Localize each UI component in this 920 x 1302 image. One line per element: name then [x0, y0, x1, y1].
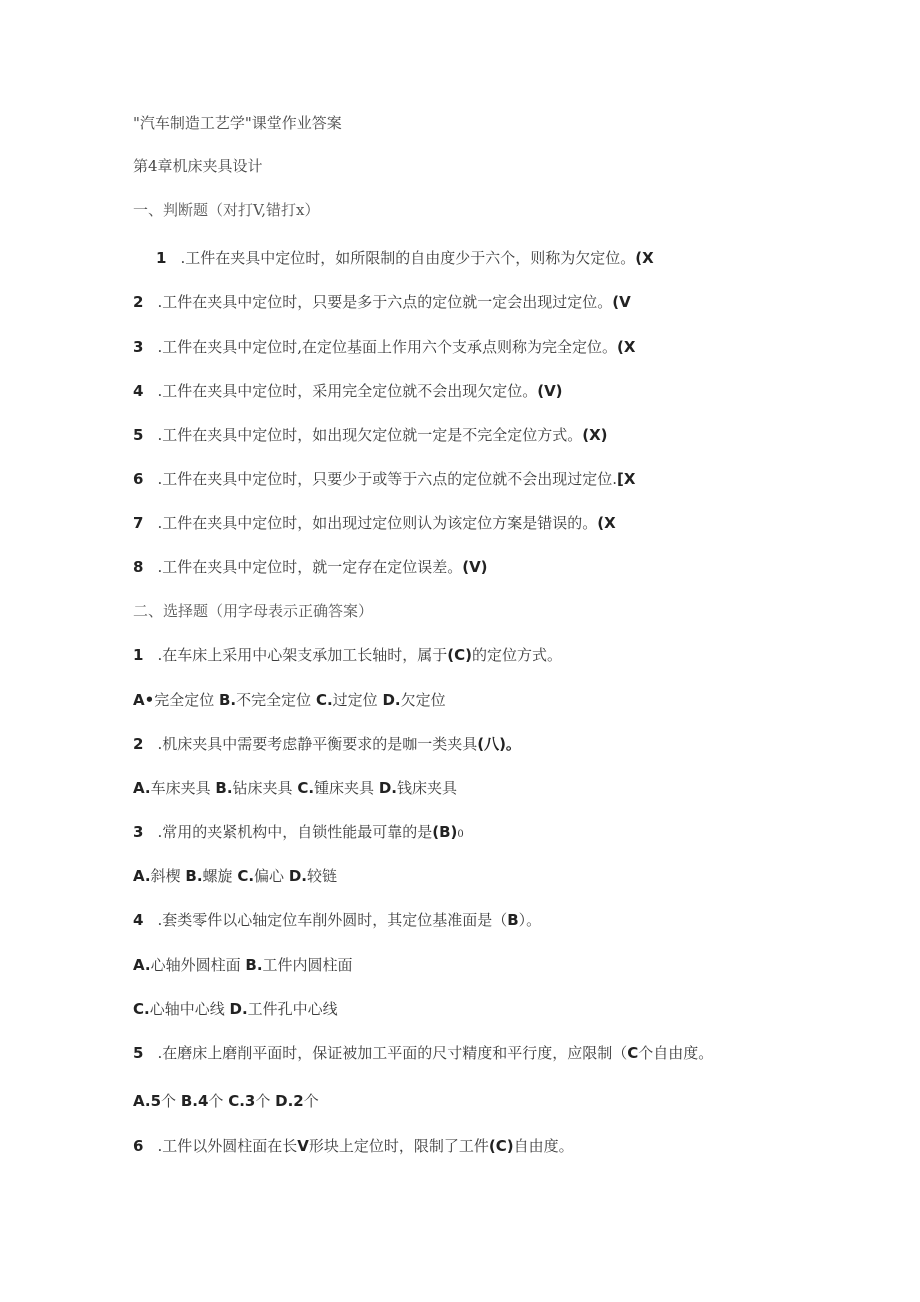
- option-key: D.: [229, 1000, 248, 1018]
- option-text: 锺床夹具: [314, 779, 375, 797]
- question-text: .机床夹具中需要考虑静平衡要求的是咖一类夹具: [157, 735, 478, 753]
- option-text: 工件孔中心线: [247, 1000, 338, 1018]
- document-title: "汽车制造工艺学"课堂作业答案: [133, 114, 342, 132]
- tf-question-4: [133, 381, 563, 401]
- option-text: 钻床夹具: [232, 779, 293, 797]
- option-text: 工件内圆柱面: [262, 956, 353, 974]
- option-text: 个: [303, 1092, 319, 1110]
- question-number: 6: [133, 1137, 144, 1155]
- question-number: 5: [133, 426, 144, 444]
- tf-question-3: [133, 337, 635, 357]
- mc-options-2: [133, 778, 457, 798]
- question-text: .工件在夹具中定位时,在定位基面上作用六个支承点则称为完全定位。: [157, 338, 617, 356]
- mc-question-1: [133, 645, 562, 665]
- question-text-2: 形块上定位时，限制了工件: [308, 1137, 489, 1155]
- question-text: .工件在夹具中定位时，如出现欠定位就一定是不完全定位方式。: [157, 426, 583, 444]
- question-text: .常用的夹紧机构中，自锁性能最可靠的是: [157, 823, 433, 841]
- tf-question-1: [156, 248, 654, 268]
- option-text: 车床夹具: [150, 779, 211, 797]
- mc-question-5: [133, 1043, 713, 1063]
- question-number: 3: [133, 338, 144, 356]
- mc-options-1: [133, 690, 446, 710]
- question-text: .工件在夹具中定位时，只要少于或等于六点的定位就不会出现过定位.: [157, 470, 617, 488]
- option-text: 螺旋: [202, 867, 233, 885]
- question-number: 2: [133, 293, 144, 311]
- answer: (V): [462, 558, 488, 576]
- mc-question-6: [133, 1136, 574, 1156]
- question-number: 8: [133, 558, 144, 576]
- bold-letter: V: [297, 1137, 309, 1155]
- question-text: .工件以外圆柱面在长: [157, 1137, 298, 1155]
- option-key: C.: [237, 867, 255, 885]
- answer: (C): [488, 1137, 514, 1155]
- question-number: 6: [133, 470, 144, 488]
- question-tail: 0: [457, 829, 464, 840]
- mc-options-3: [133, 866, 337, 886]
- option-key: B.4: [180, 1092, 209, 1110]
- option-key: A.: [133, 956, 151, 974]
- option-key: D.: [378, 779, 397, 797]
- option-text: 不完全定位: [236, 691, 312, 709]
- option-text: 个: [255, 1092, 271, 1110]
- option-key: C.: [315, 691, 333, 709]
- mc-options-5: [133, 1091, 319, 1111]
- tf-question-8: [133, 557, 488, 577]
- question-text: .工件在夹具中定位时，就一定存在定位误差。: [157, 558, 463, 576]
- answer: [X: [616, 470, 636, 488]
- option-text: 个: [208, 1092, 224, 1110]
- section-heading-multiple-choice: 二、选择题（用字母表示正确答案）: [133, 602, 374, 620]
- mc-options-4a: [133, 955, 353, 975]
- tf-question-6: [133, 469, 635, 489]
- answer: (V): [537, 382, 563, 400]
- question-tail: ）。: [518, 911, 542, 929]
- option-key: A.: [133, 867, 151, 885]
- mc-question-3: [133, 822, 464, 845]
- question-text: .在车床上采用中心架支承加工长轴时，属于: [157, 646, 448, 664]
- option-key: A.: [133, 779, 151, 797]
- mc-question-2: [133, 734, 521, 754]
- question-number: 7: [133, 514, 144, 532]
- option-key: B.: [245, 956, 263, 974]
- answer: (C): [447, 646, 472, 664]
- question-tail: 自由度。: [513, 1137, 574, 1155]
- question-number: 1: [133, 646, 144, 664]
- option-text: 个: [161, 1092, 177, 1110]
- option-key: D.: [288, 867, 307, 885]
- option-text: 较链: [307, 867, 338, 885]
- answer: (X: [597, 514, 616, 532]
- mc-options-4b: [133, 999, 338, 1019]
- option-text: 钱床夹具: [397, 779, 458, 797]
- option-key: A.5: [133, 1092, 162, 1110]
- option-key: B.: [219, 691, 237, 709]
- option-text: 欠定位: [400, 691, 446, 709]
- question-number: 1: [156, 249, 167, 267]
- question-text: .工件在夹具中定位时，如出现过定位则认为该定位方案是错误的。: [157, 514, 598, 532]
- tf-question-2: [133, 292, 631, 312]
- answer: (X): [582, 426, 608, 444]
- option-key: D.: [382, 691, 401, 709]
- question-tail: 个自由度。: [638, 1044, 714, 1062]
- question-number: 4: [133, 911, 144, 929]
- option-key: A•: [133, 691, 155, 709]
- question-text: .工件在夹具中定位时，只要是多于六点的定位就一定会出现过定位。: [157, 293, 613, 311]
- question-text: .在磨床上磨削平面时，保证被加工平面的尺寸精度和平行度，应限制（: [157, 1044, 628, 1062]
- question-text: .套类零件以心轴定位车削外圆时，其定位基准面是（: [157, 911, 508, 929]
- option-key: B.: [215, 779, 233, 797]
- answer: C: [627, 1044, 639, 1062]
- option-text: 心轴中心线: [149, 1000, 225, 1018]
- answer: (V: [612, 293, 631, 311]
- answer: (X: [635, 249, 654, 267]
- option-text: 完全定位: [154, 691, 215, 709]
- answer: B: [507, 911, 519, 929]
- option-key: C.3: [228, 1092, 256, 1110]
- option-key: D.2: [275, 1092, 304, 1110]
- option-text: 过定位: [332, 691, 378, 709]
- option-key: C.: [133, 1000, 150, 1018]
- answer: (B): [432, 823, 458, 841]
- question-number: 4: [133, 382, 144, 400]
- option-text: 心轴外圆柱面: [150, 956, 241, 974]
- option-key: C.: [297, 779, 315, 797]
- tf-question-7: [133, 513, 616, 533]
- answer: (八)。: [477, 735, 521, 753]
- option-key: B.: [185, 867, 203, 885]
- question-number: 5: [133, 1044, 144, 1062]
- question-tail: 的定位方式。: [471, 646, 562, 664]
- question-text: .工件在夹具中定位时，如所限制的自由度少于六个，则称为欠定位。: [180, 249, 636, 267]
- question-number: 2: [133, 735, 144, 753]
- mc-question-4: [133, 910, 541, 930]
- section-heading-true-false: 一、判断题（对打V,错打x）: [133, 201, 320, 219]
- chapter-heading: 第4章机床夹具设计: [133, 157, 263, 175]
- option-text: 斜楔: [150, 867, 181, 885]
- tf-question-5: [133, 425, 608, 445]
- answer: (X: [616, 338, 636, 356]
- question-number: 3: [133, 823, 144, 841]
- question-text: .工件在夹具中定位时，采用完全定位就不会出现欠定位。: [157, 382, 538, 400]
- option-text: 偏心: [254, 867, 285, 885]
